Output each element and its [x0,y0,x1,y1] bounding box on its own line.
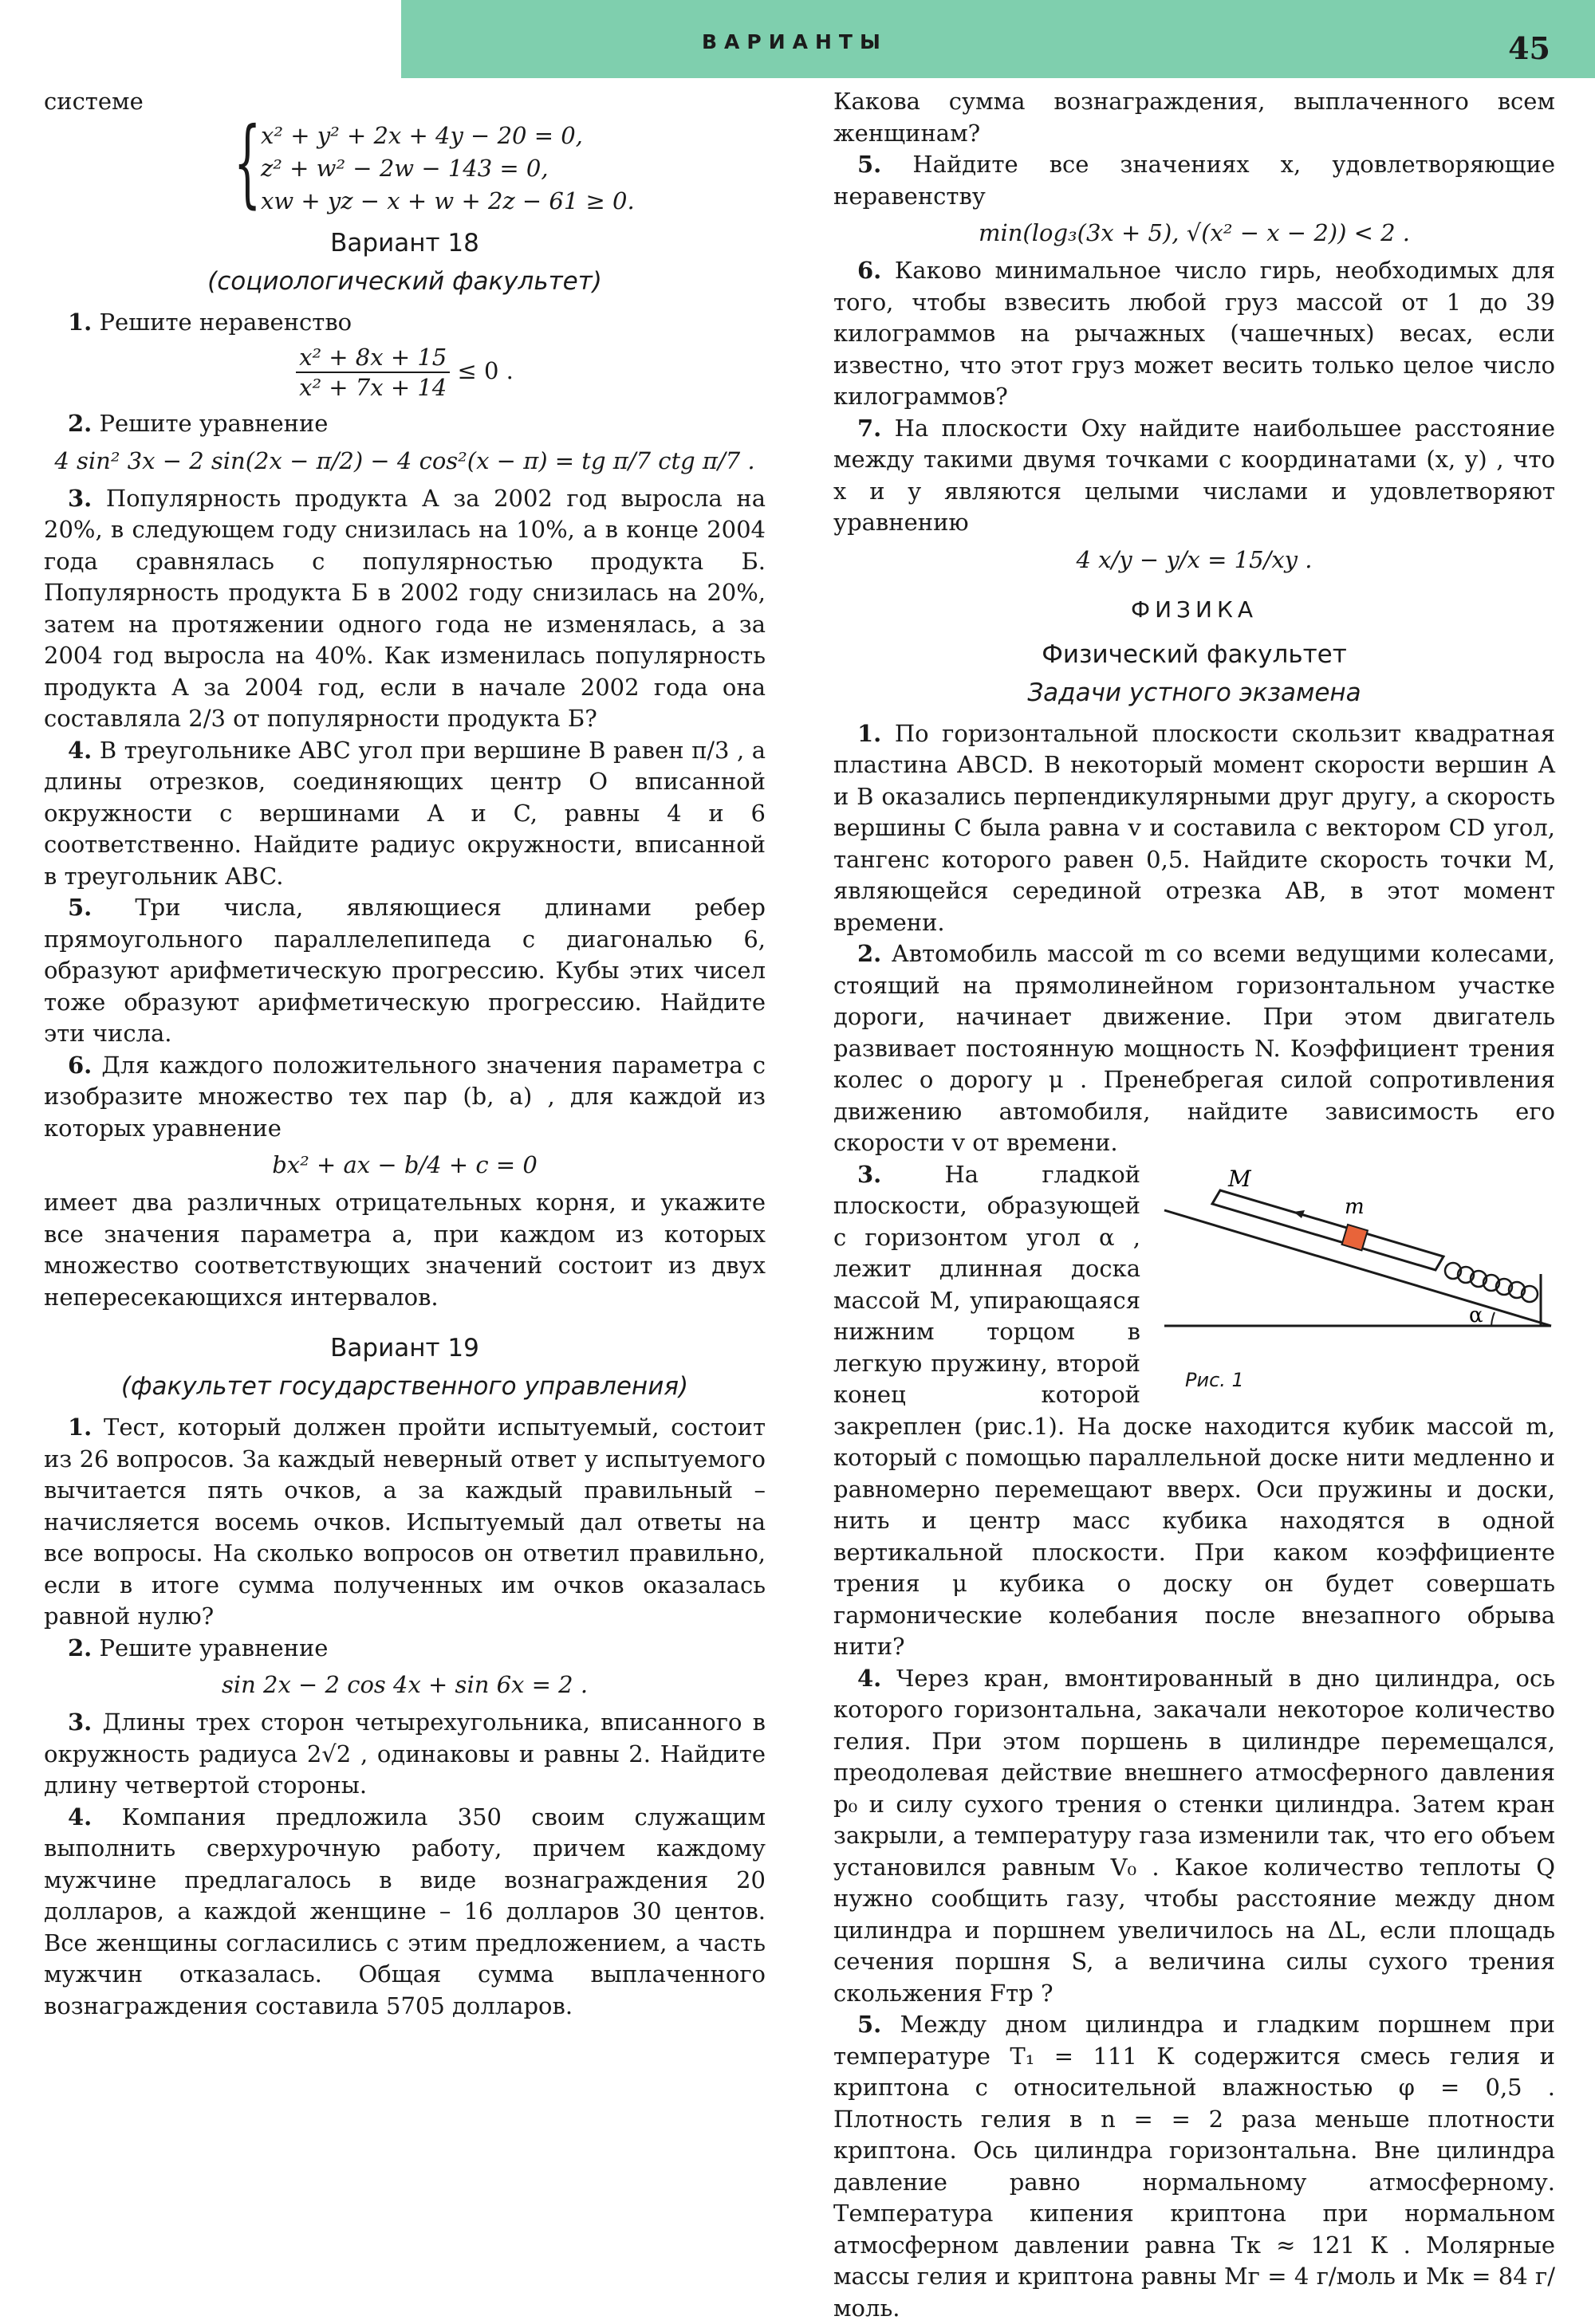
physics-problem-2: 2. Автомобиль массой m со всеми ведущими колесами, стоящий на прямолинейном горизонтальном участке дороги, начинает движение. При этом двигатель развивает постоянную мощность N. Коэффициент трения колес о дорогу μ . Пренебрегая силой сопротивления движению автомобиля, найдите зависимость его скорости v от времени. [833,940,1555,1156]
variant-18-faculty: (социологический факультет) [207,266,602,296]
angle-arc [1491,1312,1495,1326]
inequality-18-1: $\frac{\text{x² + 8x + 15}}{\text{x² + 7x + 14}}$ ≤ 0 . [44,343,766,402]
right-column [833,86,1555,2324]
page-number: 45 [1508,30,1550,66]
figure-caption: Рис. 1 [1185,1368,1244,1391]
system-line-3: xw + yz − x + w + 2z − 61 ≥ 0. [261,187,635,214]
label-m: m [1345,1194,1365,1219]
equation-19-7: 4 x/y − y/x = 15/xy . [1076,545,1313,573]
intro-text: системе [44,88,144,115]
oral-exam-title: Задачи устного экзамена [1027,678,1361,707]
system-line-1: x² + y² + 2x + 4y − 20 = 0, [261,121,583,149]
physics-problem-3: M m α Рис. 1 3. На гладкой плоскости, образующей с горизонтом угол α , лежит длинная доска массой M, упирающаяся нижним торцом в легкую пружину, второй конец которой закреплен (рис.1). На доске находится кубик массой m, который с помощью параллельной доске нити медленно и равномерно перемещают вверх. Оси пружины и доски, нить и центр масс кубика находятся в одной вертикальной плоскости. При каком коэффициенте трения μ кубика о доску он будет совершать гармонические колебания после внезапного обрыва нити? [833,1160,1555,1660]
problem-18-4: 4. В треугольнике ABC угол при вершине B равен π/3 , а длины отрезков, соединяющих центр O вписанной окружности с вершинами A и C, равны 4 и 6 соответственно. Найдите радиус окружности, вписанной в треугольник ABC. [44,736,766,890]
problem-18-6-cont: имеет два различных отрицательных корня, и укажите все значения параметра a, при каждом из которых множество соответствующих значений состоит из двух непересекающихся интервалов. [44,1189,766,1311]
variant-19-faculty: (факультет государственного управления) [120,1372,689,1401]
left-column [44,86,766,2022]
equation-system [234,107,766,218]
problem-19-7: 7. На плоскости Oxy найдите наибольшее расстояние между такими двумя точками с координатами (x, y) , что x и y являются целыми числами и удовлетворяют уравнению [833,414,1555,536]
figure-1 [1156,1162,1555,1390]
equation-18-2: 4 sin² 3x − 2 sin(2x − π/2) − 4 cos²(x − π) = tg π/7 ctg π/7 . [54,446,755,474]
physics-problem-1: 1. По горизонтальной плоскости скользит квадратная пластина ABCD. В некоторый момент скорости вершин A и B оказались перпендикулярными друг другу, а скорость вершины C была равна v и составила с вектором CD угол, тангенс которого равен 0,5. Найдите скорость точки M, являющейся серединой отрезка AB, в этот момент времени. [833,719,1556,936]
problem-18-2: 2. Решите уравнение [68,410,329,437]
physics-faculty-title: Физический факультет [1042,639,1347,669]
inequality-19-5: min(log₃(3x + 5), √(x² − x − 2)) < 2 . [978,219,1411,246]
running-header: ВАРИАНТЫ [702,30,888,53]
problem-19-4-cont: Какова сумма вознаграждения, выплаченного всем женщинам? [833,88,1555,147]
incline-diagram [1156,1162,1555,1362]
spring [1445,1263,1538,1302]
physics-problem-5: 5. Между дном цилиндра и гладким поршнем при температуре T₁ = 111 К содержится смесь гелия и криптона с относительной влажностью φ = 0,5 . Плотность гелия в n = = 2 раза меньше плотности криптона. Ось цилиндра горизонтальна. Вне цилиндра давление равно нормальному атмосферному. Температура кипения криптона при нормальном атмосферном давлении равна Tк ≈ 121 К . Молярные массы гелия и криптона равны Mг = 4 г/моль и Mк = 84 г/моль. [833,2011,1555,2322]
physics-section-title: ФИЗИКА [1131,596,1258,623]
variant-19-title: Вариант 19 [330,1334,479,1363]
label-alpha: α [1469,1303,1483,1327]
system-line-2: z² + w² − 2w − 143 = 0, [261,154,549,182]
physics-problem-4: 4. Через кран, вмонтированный в дно цилиндра, ось которого горизонтальна, закачали некоторое количество гелия. При этом поршень в цилиндре перемещался, преодолевая действие внешнего атмосферного давления p₀ и силу сухого трения о стенки цилиндра. Затем кран закрыли, а температуру газа изменили так, что его объем установился равным V₀ . Какое количество теплоты Q нужно сообщить газу, чтобы расстояние между дном цилиндра и поршнем увеличилось на ΔL, если площадь сечения поршня S, а величина силы сухого трения скольжения Fтр ? [833,1664,1556,2007]
problem-18-1: 1. Решите неравенство [68,308,352,336]
equation-18-6: bx² + ax − b/4 + c = 0 [272,1151,538,1178]
problem-19-5: 5. Найдите все значениях x, удовлетворяющие неравенству [833,151,1556,210]
problem-18-5: 5. Три числа, являющиеся длинами ребер прямоугольного параллелепипеда с диагональю 6, образуют арифметическую прогрессию. Кубы этих чисел тоже образуют арифметическую прогрессию. Найдите эти числа. [44,894,766,1047]
problem-19-3: 3. Длины трех сторон четырехугольника, вписанного в окружность радиуса 2√2 , одинаковы и равны 2. Найдите длину четвертой стороны. [44,1709,766,1799]
label-M: M [1228,1165,1251,1192]
equation-19-2: sin 2x − 2 cos 4x + sin 6x = 2 . [221,1671,589,1698]
header-band [401,0,1595,78]
problem-18-6: 6. Для каждого положительного значения параметра c изобразите множество тех пар (b, a) , для каждой из которых уравнение [44,1051,766,1142]
problem-19-6: 6. Каково минимальное число гирь, необходимых для того, чтобы взвесить любой груз массой от 1 до 39 килограммов на рычажных (чашечных) весах, если известно, что этот груз может весить только целое число килограммов? [833,257,1555,410]
problem-19-4: 4. Компания предложила 350 своим служащим выполнить сверхурочную работу, причем каждому мужчине предлагалось в виде вознаграждения 20 долларов, а каждой женщине – 16 долларов 30 центов. Все женщины согласились с этим предложением, а часть мужчин отказалась. Общая сумма выплаченного вознаграждения составила 5705 долларов. [44,1803,766,2019]
variant-18-title: Вариант 18 [330,228,479,258]
problem-19-2: 2. Решите уравнение [68,1634,329,1661]
problem-19-1: 1. Тест, который должен пройти испытуемый, состоит из 26 вопросов. За каждый неверный ответ у испытуемого вычитается пять очков, а за каждый правильный – начисляется восемь очков. Испытуемый дал ответы на все вопросы. На сколько вопросов он ответил правильно, если в итоге сумма полученных им очков оказалась равной нулю? [44,1414,766,1630]
system-brace: { [234,107,262,218]
problem-18-3: 3. Популярность продукта А за 2002 год выросла на 20%, в следующем году снизилась на 10%, а в конце 2004 года сравнялась с популярностью продукта Б. Популярность продукта Б в 2002 году снизилась на 20%, затем на протяжении одного года не изменялась, а за 2004 год выросла на 40%. Как изменилась популярность продукта А за 2004 год, если в начале 2002 года она составляла 2/3 от популярности продукта Б? [44,484,766,732]
